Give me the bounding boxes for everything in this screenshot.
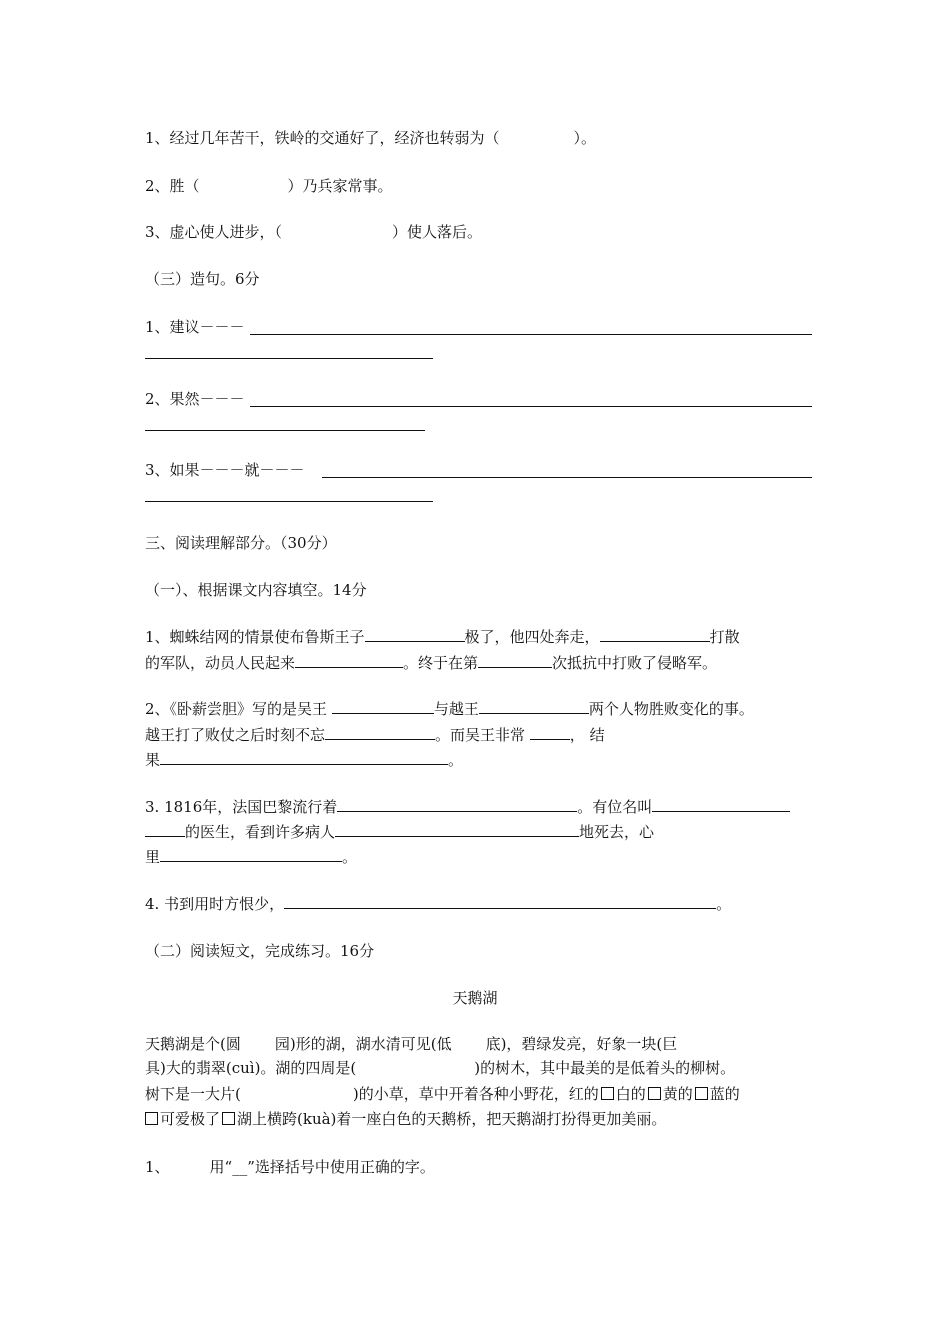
idiom-question-2 (145, 176, 393, 196)
punctuation-box[interactable] (222, 1112, 235, 1125)
answer-blank[interactable] (530, 725, 570, 740)
idiom-q2-end: ）乃兵家常事。 (287, 177, 393, 195)
reading-heading: 三、阅读理解部分。（30分） (145, 534, 337, 552)
answer-blank[interactable] (160, 750, 448, 765)
sentence-item-2: 2、果然－－－ (145, 390, 245, 408)
reading-q3-line3: 里 。 (145, 848, 358, 866)
idiom-q1-end: ）。 (573, 129, 597, 147)
idiom-question-1 (145, 128, 596, 148)
exercise-text: 用“__”选择括号中使用正确的字。 (209, 1158, 435, 1176)
answer-blank[interactable] (295, 653, 403, 668)
reading-q2-line2: 越王打了败仗之后时刻不忘 。而吴王非常 ， 结 (145, 726, 605, 744)
part2-heading: （二）阅读短文，完成练习。16分 (145, 942, 375, 960)
answer-blank[interactable] (325, 725, 435, 740)
answer-line[interactable] (145, 430, 425, 431)
answer-blank[interactable] (145, 822, 185, 837)
exercise-number: 1、 (145, 1158, 170, 1176)
idiom-question-3 (145, 222, 482, 242)
exercise-1 (145, 1157, 435, 1177)
idiom-q3-text: 3、虚心使人进步，（ (145, 223, 283, 241)
answer-line[interactable] (250, 334, 812, 335)
passage-line-4: 可爱极了 湖上横跨(kuà)着一座白色的天鹅桥，把天鹅湖打扮得更加美丽。 (145, 1109, 666, 1129)
answer-blank[interactable] (332, 699, 434, 714)
reading-q1-line1: 1、蜘蛛结网的情景使布鲁斯王子 极了，他四处奔走， 打散 (145, 628, 740, 646)
answer-blank[interactable] (652, 797, 790, 812)
reading-q1-line2: 的军队，动员人民起来 。终于在第 次抵抗中打败了侵略军。 (145, 654, 718, 672)
answer-blank[interactable] (478, 653, 552, 668)
answer-line[interactable] (322, 477, 812, 478)
part1-heading: （一）、根据课文内容填空。14分 (145, 581, 367, 599)
sentence-item-1: 1、建议－－－ (145, 318, 245, 336)
answer-line[interactable] (145, 501, 433, 502)
reading-q3-line1: 3. 1816年，法国巴黎流行着 。有位名叫 (145, 797, 790, 817)
punctuation-box[interactable] (145, 1112, 158, 1125)
sentence-item-3: 3、如果－－－就－－－ (145, 461, 305, 479)
punctuation-box[interactable] (695, 1087, 708, 1100)
passage-line-1: 天鹅湖是个(圆 园)形的湖，湖水清可见(低 底)，碧绿发亮，好象一块(巨 (145, 1035, 678, 1053)
passage-line-2: 具)大的翡翠(cuì)。湖的四周是( )的树木，其中最美的是低着头的柳树。 (145, 1059, 736, 1077)
answer-blank[interactable] (335, 822, 579, 837)
reading-q2-line3: 果 。 (145, 751, 464, 769)
idiom-q1-text: 1、经过几年苦干，铁岭的交通好了，经济也转弱为（ (145, 129, 500, 147)
passage-title: 天鹅湖 (452, 989, 498, 1007)
reading-q3-line2: 的医生，看到许多病人 地死去，心 (145, 822, 654, 842)
answer-blank[interactable] (600, 627, 710, 642)
passage-line-3: 树下是一大片( )的小草，草中开着各种小野花，红的 白的 黄的 蓝的 (145, 1085, 740, 1103)
idiom-q3-end: ）使人落后。 (392, 223, 483, 241)
answer-line[interactable] (250, 406, 812, 407)
punctuation-box[interactable] (601, 1087, 614, 1100)
idiom-q2-text: 2、胜（ (145, 177, 200, 195)
answer-blank[interactable] (160, 847, 342, 862)
answer-line[interactable] (145, 358, 433, 359)
reading-q2-line1: 2、《卧薪尝胆》写的是吴王 与越王 两个人物胜败变化的事。 (145, 700, 754, 718)
reading-q4: 4. 书到用时方恨少， 。 (145, 895, 732, 913)
answer-blank[interactable] (479, 699, 589, 714)
answer-blank[interactable] (365, 627, 465, 642)
answer-blank[interactable] (337, 797, 577, 812)
answer-blank[interactable] (284, 894, 716, 909)
punctuation-box[interactable] (648, 1087, 661, 1100)
sentence-heading: （三）造句。6分 (145, 270, 260, 288)
